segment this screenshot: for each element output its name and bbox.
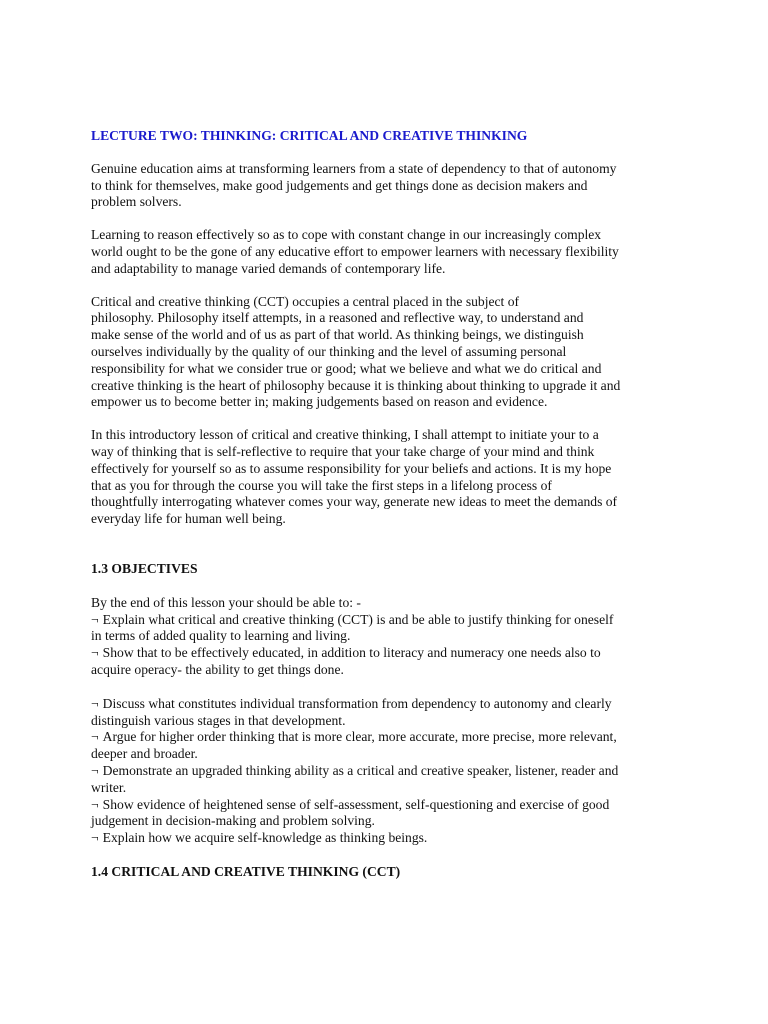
bullet-mark: ¬ — [91, 762, 99, 778]
text-line: everyday life for human well being. — [91, 511, 286, 527]
objective-item — [91, 797, 691, 831]
objective-item — [91, 830, 691, 847]
intro-paragraphs — [91, 161, 691, 528]
text-line: responsibility for what we consider true or good; what we believe and what we do critical and — [91, 360, 602, 376]
objective-line — [91, 612, 691, 629]
text-line: thoughtfully interrogating whatever comes your way, generate new ideas to meet the demands of — [91, 494, 618, 510]
text-line: problem solvers. — [91, 194, 182, 210]
objective-line — [91, 628, 691, 645]
objective-text: deeper and broader. — [91, 746, 198, 762]
body-paragraph — [91, 227, 691, 277]
bullet-mark: ¬ — [91, 645, 99, 661]
objective-text: distinguish various stages in that development. — [91, 712, 346, 728]
bullet-mark: ¬ — [91, 611, 99, 627]
text-line: In this introductory lesson of critical and creative thinking, I shall attempt to initiate your to a — [91, 427, 599, 443]
objective-text: Discuss what constitutes individual transformation from dependency to autonomy and clearly — [102, 695, 612, 711]
text-line: to think for themselves, make good judgements and get things done as decision makers and — [91, 177, 588, 193]
objective-line — [91, 813, 691, 830]
objective-line — [91, 696, 691, 713]
objective-item — [91, 612, 691, 646]
lecture-title: LECTURE TWO: THINKING: CRITICAL AND CREATIVE THINKING — [91, 128, 528, 143]
objective-item — [91, 696, 691, 730]
objective-line — [91, 797, 691, 814]
objective-line — [91, 763, 691, 780]
body-paragraph — [91, 161, 691, 211]
text-line: world ought to be the gone of any educative effort to empower learners with necessary flexibility — [91, 243, 619, 259]
objective-text: in terms of added quality to learning and living. — [91, 628, 351, 644]
text-line: empower us to become better in; making judgements based on reason and evidence. — [91, 394, 548, 410]
objective-text: acquire operacy- the ability to get things done. — [91, 661, 344, 677]
cct-heading: 1.4 CRITICAL AND CREATIVE THINKING (CCT) — [91, 863, 401, 879]
text-line: Genuine education aims at transforming learners from a state of dependency to that of autonomy — [91, 160, 617, 176]
objective-text: writer. — [91, 779, 127, 795]
objective-text: Explain how we acquire self-knowledge as thinking beings. — [102, 830, 428, 846]
objective-text: Show that to be effectively educated, in addition to literacy and numeracy one needs also to — [102, 645, 601, 661]
objective-item — [91, 729, 691, 763]
bullet-mark: ¬ — [91, 729, 99, 745]
objective-line — [91, 729, 691, 746]
text-line: creative thinking is the heart of philosophy because it is thinking about thinking to upgrade it and — [91, 377, 621, 393]
objective-line — [91, 662, 691, 679]
objective-line — [91, 645, 691, 662]
objectives-list-1 — [91, 612, 691, 679]
text-line: effectively for yourself so as to assume responsibility for your beliefs and actions. It is my hope — [91, 460, 612, 476]
text-line: philosophy. Philosophy itself attempts, in a reasoned and reflective way, to understand and — [91, 310, 584, 326]
objective-line — [91, 780, 691, 797]
text-line: and adaptability to manage varied demands of contemporary life. — [91, 260, 446, 276]
objective-text: Argue for higher order thinking that is more clear, more accurate, more precise, more relevant, — [102, 729, 617, 745]
objectives-list-2 — [91, 696, 691, 847]
bullet-mark: ¬ — [91, 796, 99, 812]
text-line: Critical and creative thinking (CCT) occupies a central placed in the subject of — [91, 293, 520, 309]
objectives-heading: 1.3 OBJECTIVES — [91, 560, 198, 576]
objective-line — [91, 830, 691, 847]
objective-line — [91, 713, 691, 730]
body-paragraph — [91, 427, 691, 528]
objective-text: judgement in decision-making and problem solving. — [91, 813, 375, 829]
text-line: ourselves individually by the quality of our thinking and the level of assuming personal — [91, 343, 567, 359]
text-line: way of thinking that is self-reflective to require that your take charge of your mind and think — [91, 443, 595, 459]
text-line: Learning to reason effectively so as to cope with constant change in our increasingly complex — [91, 227, 602, 243]
objective-text: Show evidence of heightened sense of self-assessment, self-questioning and exercise of good — [102, 796, 610, 812]
objective-item — [91, 645, 691, 679]
body-paragraph — [91, 294, 691, 412]
bullet-mark: ¬ — [91, 695, 99, 711]
text-line: make sense of the world and of us as part of that world. As thinking beings, we distinguish — [91, 327, 584, 343]
objective-line — [91, 746, 691, 763]
objective-item — [91, 763, 691, 797]
objective-text: Explain what critical and creative thinking (CCT) is and be able to justify thinking for oneself — [102, 611, 614, 627]
objective-text: Demonstrate an upgraded thinking ability as a critical and creative speaker, listener, reader and — [102, 762, 619, 778]
document-page — [91, 128, 691, 881]
bullet-mark: ¬ — [91, 830, 99, 846]
text-line: that as you for through the course you will take the first steps in a lifelong process of — [91, 477, 552, 493]
objectives-intro: By the end of this lesson your should be able to: - — [91, 594, 361, 610]
